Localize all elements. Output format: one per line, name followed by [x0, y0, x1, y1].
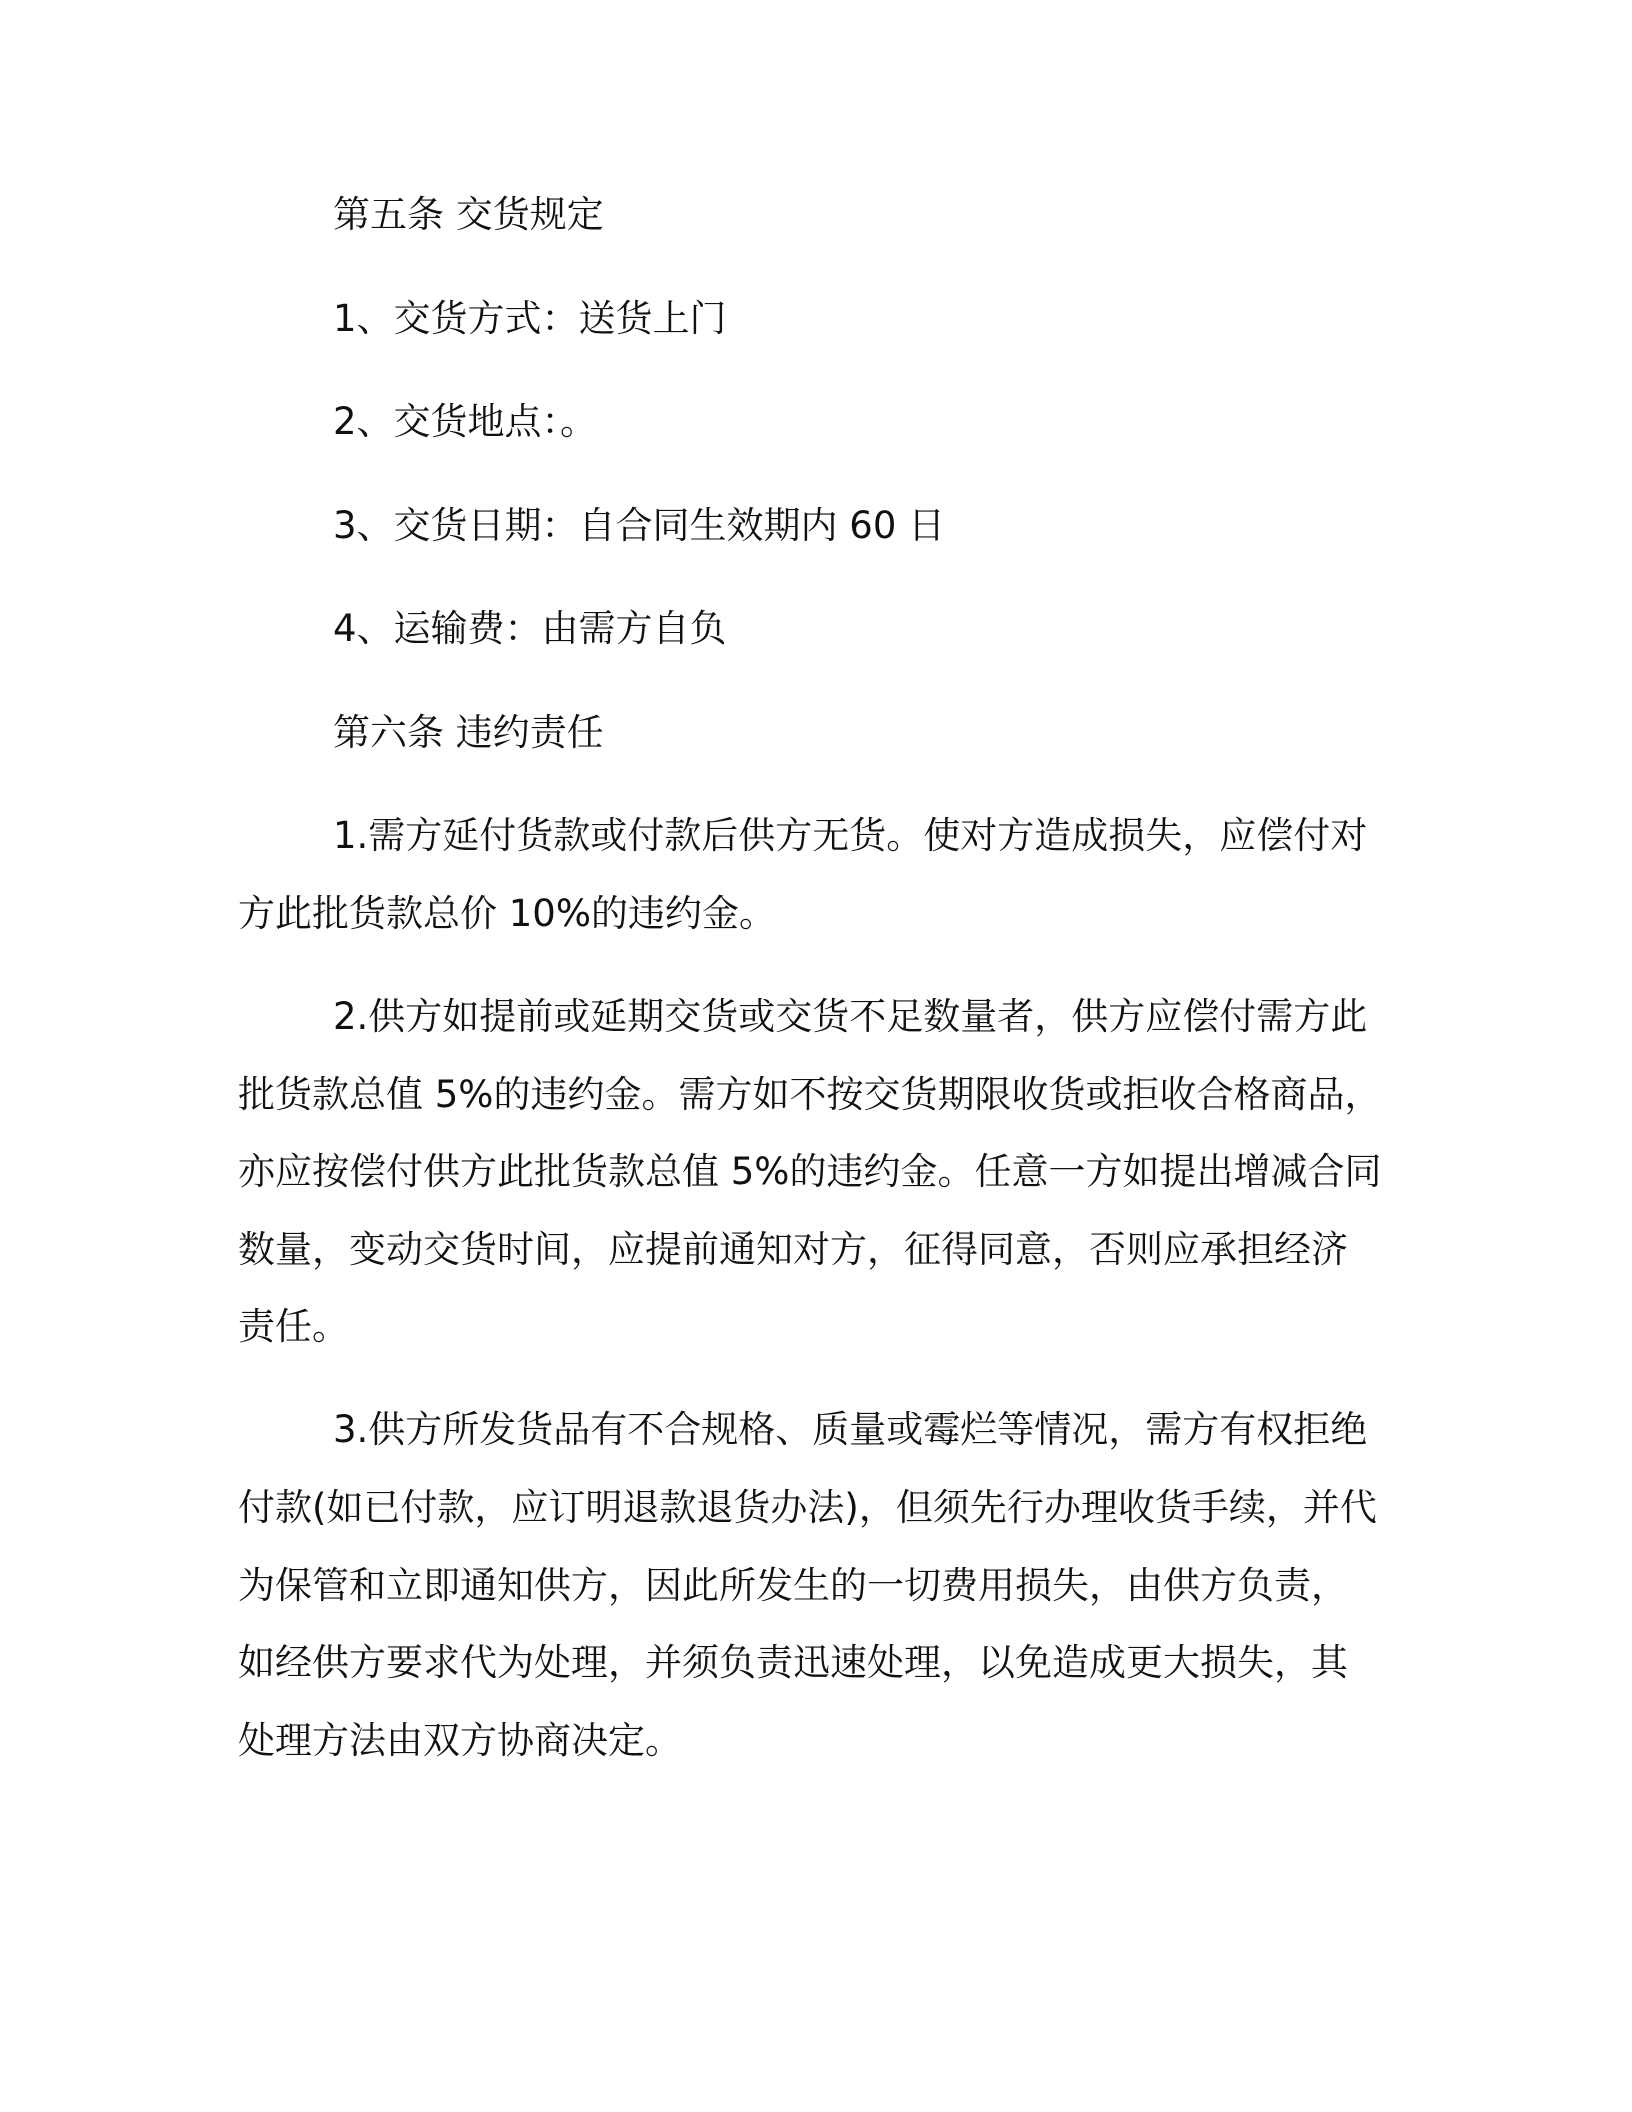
- clause-3-line-3: 为保管和立即通知供方，因此所发生的一切费用损失，由供方负责，: [238, 1564, 1348, 1607]
- article-5-item-1: 1、交货方式：送货上门: [333, 297, 727, 340]
- article-5-item-4: 4、运输费：由需方自负: [333, 607, 727, 650]
- clause-3-line-5: 处理方法由双方协商决定。: [238, 1719, 682, 1762]
- clause-1-line-2: 方此批货款总价 10%的违约金。: [238, 892, 776, 935]
- article-5-title: 第五条 交货规定: [333, 193, 604, 236]
- clause-2-line-5: 责任。: [238, 1305, 349, 1348]
- clause-3-line-2: 付款(如已付款，应订明退款退货办法)，但须先行办理收货手续，并代: [238, 1486, 1377, 1529]
- article-5-item-2: 2、交货地点：。: [333, 400, 598, 443]
- clause-1-line-1: 1.需方延付货款或付款后供方无货。使对方造成损失，应偿付对: [333, 814, 1368, 857]
- clause-2-line-2: 批货款总值 5%的违约金。需方如不按交货期限收货或拒收合格商品，: [238, 1073, 1382, 1116]
- article-5-item-3: 3、交货日期：自合同生效期内 60 日: [333, 504, 946, 547]
- clause-2-line-4: 数量，变动交货时间，应提前通知对方，征得同意，否则应承担经济: [238, 1228, 1348, 1271]
- clause-2-line-1: 2.供方如提前或延期交货或交货不足数量者，供方应偿付需方此: [333, 995, 1368, 1038]
- clause-2-line-3: 亦应按偿付供方此批货款总值 5%的违约金。任意一方如提出增减合同: [238, 1150, 1382, 1193]
- clause-3-line-4: 如经供方要求代为处理，并须负责迅速处理，以免造成更大损失，其: [238, 1641, 1348, 1684]
- article-6-title: 第六条 违约责任: [333, 711, 604, 754]
- clause-3-line-1: 3.供方所发货品有不合规格、质量或霉烂等情况，需方有权拒绝: [333, 1408, 1368, 1451]
